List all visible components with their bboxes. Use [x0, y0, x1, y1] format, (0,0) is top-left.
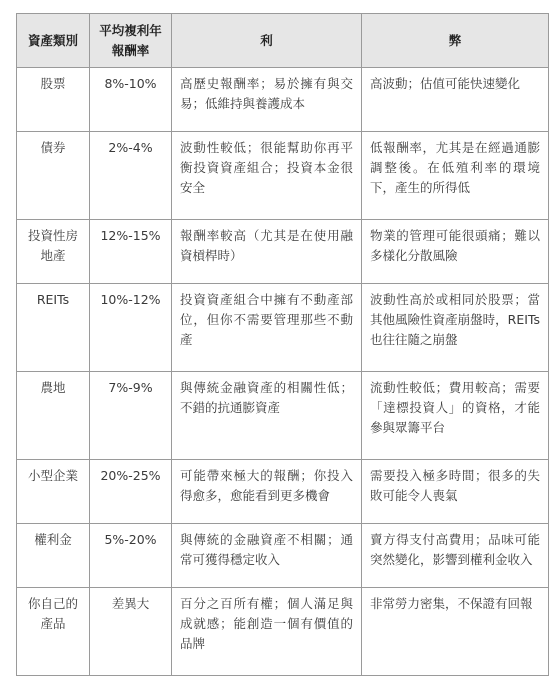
cons-cell: 波動性高於或相同於股票；當其他風險性資產崩盤時，REITs也往往隨之崩盤 — [362, 283, 549, 371]
table-row — [17, 68, 549, 132]
asset-type-cell: 債券 — [17, 131, 90, 219]
header-row — [17, 14, 549, 68]
pros-cell: 波動性較低；很能幫助你再平衡投資資產組合；投資本金很安全 — [172, 131, 362, 219]
table-row — [17, 523, 549, 587]
pros-cell: 投資資產組合中擁有不動產部位，但你不需要管理那些不動產 — [172, 283, 362, 371]
return-cell: 5%-20% — [90, 523, 172, 587]
table-row — [17, 587, 549, 675]
return-cell: 20%-25% — [90, 460, 172, 524]
pros-cell: 報酬率較高（尤其是在使用融資槓桿時） — [172, 219, 362, 283]
asset-type-cell: 農地 — [17, 371, 90, 459]
asset-type-cell: 股票 — [17, 68, 90, 132]
table-header — [17, 14, 549, 68]
cons-cell: 高波動；估值可能快速變化 — [362, 68, 549, 132]
cons-cell: 流動性較低；費用較高；需要「達標投資人」的資格，才能參與眾籌平台 — [362, 371, 549, 459]
table-row — [17, 283, 549, 371]
pros-cell: 與傳統金融資產的相關性低；不錯的抗通膨資產 — [172, 371, 362, 459]
asset-type-cell: 小型企業 — [17, 460, 90, 524]
cons-cell: 賣方得支付高費用；品味可能突然變化，影響到權利金收入 — [362, 523, 549, 587]
table-row — [17, 371, 549, 459]
pros-cell: 高歷史報酬率；易於擁有與交易；低維持與養護成本 — [172, 68, 362, 132]
cons-cell: 低報酬率，尤其是在經過通膨調整後。在低殖利率的環境下，產生的所得低 — [362, 131, 549, 219]
asset-type-cell: 投資性房地產 — [17, 219, 90, 283]
pros-cell: 可能帶來極大的報酬；你投入得愈多，愈能看到更多機會 — [172, 460, 362, 524]
return-cell: 8%-10% — [90, 68, 172, 132]
return-cell: 10%-12% — [90, 283, 172, 371]
return-cell: 差異大 — [90, 587, 172, 675]
cons-cell: 需要投入極多時間；很多的失敗可能令人喪氣 — [362, 460, 549, 524]
header-avg-return: 平均複利年報酬率 — [90, 14, 172, 68]
asset-type-cell: 你自己的產品 — [17, 587, 90, 675]
table-row — [17, 460, 549, 524]
return-cell: 2%-4% — [90, 131, 172, 219]
table-row — [17, 219, 549, 283]
table-body — [17, 68, 549, 676]
pros-cell: 與傳統的金融資產不相關；通常可獲得穩定收入 — [172, 523, 362, 587]
header-cons: 弊 — [362, 14, 549, 68]
cons-cell: 非常勞力密集，不保證有回報 — [362, 587, 549, 675]
return-cell: 7%-9% — [90, 371, 172, 459]
cons-cell: 物業的管理可能很頭痛；難以多樣化分散風險 — [362, 219, 549, 283]
table-row — [17, 131, 549, 219]
pros-cell: 百分之百所有權；個人滿足與成就感；能創造一個有價值的品牌 — [172, 587, 362, 675]
asset-type-cell: REITs — [17, 283, 90, 371]
asset-comparison-table — [16, 13, 549, 676]
asset-type-cell: 權利金 — [17, 523, 90, 587]
header-pros: 利 — [172, 14, 362, 68]
header-asset-type: 資產類別 — [17, 14, 90, 68]
return-cell: 12%-15% — [90, 219, 172, 283]
